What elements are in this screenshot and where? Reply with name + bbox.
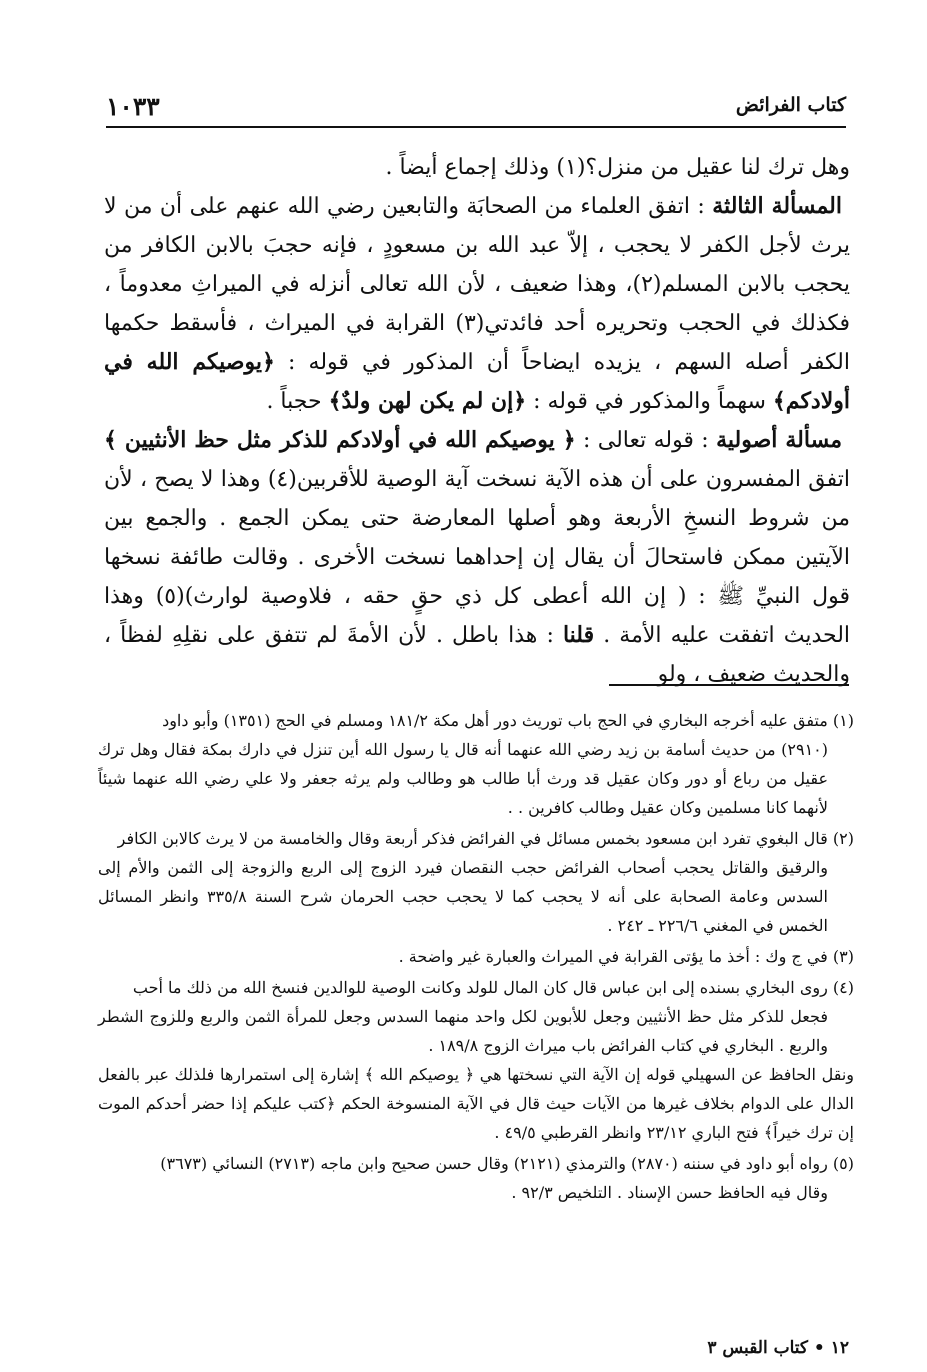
page-number: ١٠٣٣ xyxy=(106,92,160,121)
paragraph-3-text: اتفق المفسرون على أن هذه الآية نسخت آية الوصية للأقربين(٤) وهذا لا يصح ، لأن من شروط النسخِ الأربعة وهو أصلها المعارضة حتى يمكن الجمع . والجمع بين الآيتين ممكن فاستحالَ أن يقال إن إحداهما نسخت الأخرى . وقالت طائفة نسخها قول النبيِّ ﷺ : ( إن الله أعطى كل ذي حقٍ حقه ، فلاوصية لوارث)(٥) وهذا الحديث اتفقت عليه الأمة . xyxy=(104,467,851,648)
footnotes xyxy=(98,706,854,1209)
paragraph-2 xyxy=(104,187,850,421)
footnote-continuation: وقال فيه الحافظ حسن الإسناد . التلخيص ٩٢/٣ . xyxy=(511,1183,828,1202)
footnote-continuation: فجعل للذكر مثل حظ الأنثيين وجعل للأبوين لكل واحد منهما السدس وجعل للمرأة الثمن والربع وللزوج الشطر والربع . البخاري في كتاب الفرائض باب ميراث الزوج ١٨٩/٨ . xyxy=(98,1007,828,1055)
footnote-separator xyxy=(609,684,849,686)
footnote-number: (١) xyxy=(832,711,854,730)
footnote-continuation-2: ونقل الحافظ عن السهيلي قوله إن الآية التي نسختها هي ﴿ يوصيكم الله ﴾ إشارة إلى استمرارها فلذلك عبر بالفعل الدال على الدوام بخلاف غيرها من الآيات حيث قال في الآية المنسوخة الحكم ﴿كتب عليكم إذا حضر أحدكم الموت إن ترك خيراً﴾ فتح الباري ٢٣/١٢ وانظر القرطبي ٤٩/٥ . xyxy=(98,1065,854,1142)
qulna-word: قلنا xyxy=(562,622,595,648)
page-footer: ١٢ • كتاب القبس ٣ xyxy=(707,1338,849,1358)
section-heading-usul: مسألة أصولية xyxy=(716,427,842,453)
footnote-first-line: في ج وك : أخذ ما يؤتى القرابة في الميراث والعبارة غير واضحة . xyxy=(398,947,828,966)
quran-quote-1: ﴿يوصيكم الله في أولادكم﴾ xyxy=(104,349,850,414)
footnote-4 xyxy=(98,973,854,1147)
section-heading-third-issue: المسألة الثالثة xyxy=(712,193,842,219)
footnote-2 xyxy=(98,824,854,940)
footnote-first-line: رواه أبو داود في سننه (٢٨٧٠) والترمذي (٢١٢١) وقال حسن صحيح وابن ماجه (٢٧١٣) النسائي (٣٦٧٣) xyxy=(160,1154,828,1173)
paragraph-1: وهل ترك لنا عقيل من منزل؟(١) وذلك إجماع أيضاً . xyxy=(385,155,850,180)
paragraph-3-lead: : قوله تعالى : xyxy=(582,428,709,453)
footnote-5 xyxy=(98,1149,854,1207)
footnote-continuation: والرقيق والقاتل يحجب أصحاب الفرائض حجب النقصان فيرد الزوج إلى الربع والزوجة إلى الثمن والأم إلى السدس وعامة الصحابة على أنه لا يحجب كما لا يحجب حجب الحرمان شرح السنة ٣٣٥/٨ وانظر المسائل الخمس في المغني ٢٢٦/٦ ـ ٢٤٢ . xyxy=(98,858,828,935)
book-section-title: كتاب الفرائض xyxy=(735,94,846,116)
paragraph-3 xyxy=(104,421,850,694)
footnote-first-line: متفق عليه أخرجه البخاري في الحج باب توريث دور أهل مكة ١٨١/٢ ومسلم في الحج (١٣٥١) وأبو داود xyxy=(162,711,828,730)
footnote-number: (٢) xyxy=(832,829,854,848)
footnote-3 xyxy=(98,942,854,971)
footnote-number: (٥) xyxy=(832,1154,854,1173)
main-text xyxy=(104,148,850,694)
footnote-continuation: (٢٩١٠) من حديث أسامة بن زيد رضي الله عنهما أنه قال يا رسول الله أين تنزل في دارك بمكة فقال وهل ترك عقيل من رباع أو دور وكان عقيل قد ورث أبا طالب هو وطالب ولم يرثه جعفر ولا علي رضي الله عنهما شيئاً لأنهما كانا مسلمين وكان عقيل وطالب كافرين . . xyxy=(98,740,829,817)
footnote-first-line: قال البغوي تفرد ابن مسعود بخمس مسائل في الفرائض فذكر أربعة وقال والخامسة من لا يرث كالابن الكافر xyxy=(117,829,828,848)
paragraph-3-end: : هذا باطل . لأن الأمةَ لم تتفق على نقلِهِ لفظاً ، والحديث ضعيف ، ولو xyxy=(104,623,850,687)
paragraph-2-text: : اتفق العلماء من الصحابَة والتابعين رضي الله عنهم على أن من لا يرث لأجل الكفر لا يحجب ، إلاّ عبد الله بن مسعودٍ ، فإنه حجبَ بالابن الكافر من يحجب بالابن المسلم(٢)، وهذا ضعيف ، لأن الله تعالى أنزله في الميراثِ معدوماً ، فكذلك في الحجب وتحريره أحد فائدتي(٣) القرابة في الميراث ، فأسقط حكمها الكفر أصله السهم ، يزيده ايضاحاً أن المذكور في قوله : xyxy=(104,194,850,375)
footnote-1 xyxy=(98,706,854,822)
footnote-first-line: روى البخاري بسنده إلى ابن عباس قال كان المال للولد وكانت الوصية للوالدين فنسخ الله من ذلك ما أحب xyxy=(132,978,828,997)
paragraph-2-end: حجباً . xyxy=(266,389,322,414)
footnote-number: (٤) xyxy=(832,978,854,997)
footnote-number: (٣) xyxy=(832,947,854,966)
paragraph-2-mid: سهماً والمذكور في قوله : xyxy=(533,389,766,414)
running-header xyxy=(106,92,846,128)
quran-quote-2: ﴿إن لم يكن لهن ولدٌ﴾ xyxy=(328,388,527,414)
quran-quote-3: ﴿ يوصيكم الله في أولادكم للذكر مثل حظ الأنثيين ﴾ xyxy=(104,427,576,453)
